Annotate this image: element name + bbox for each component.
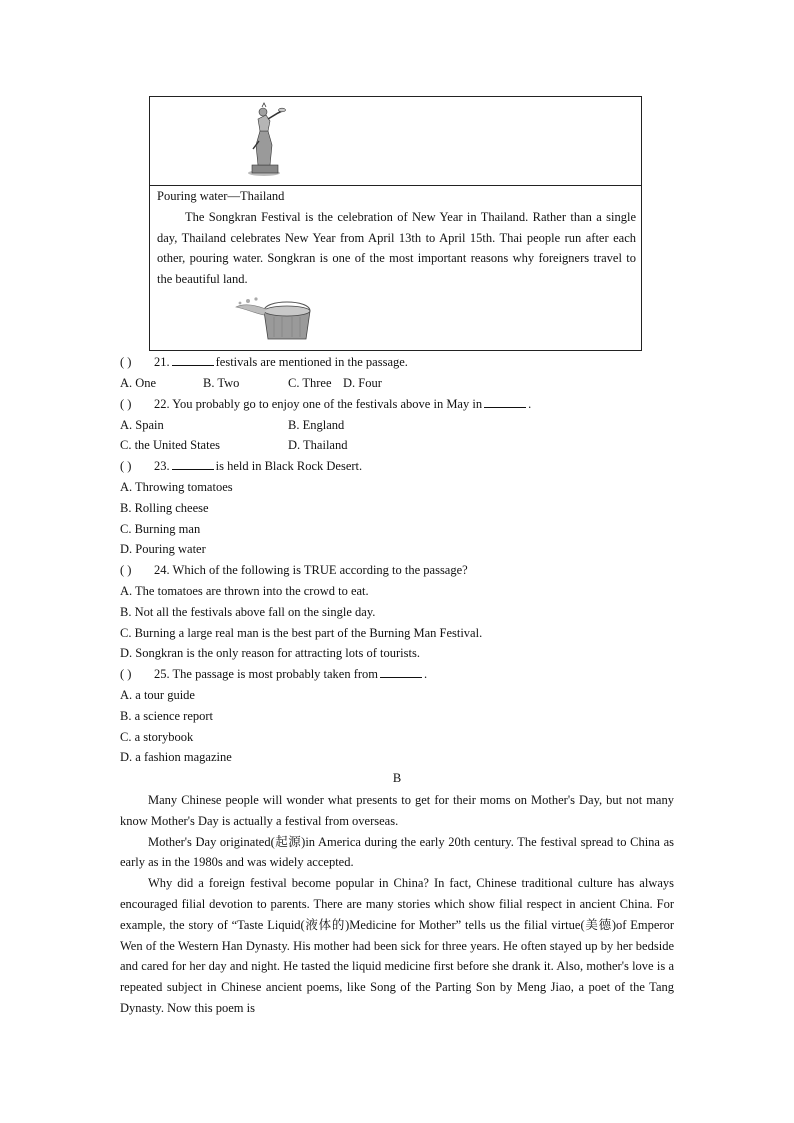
question-25: ( ) 25. The passage is most probably taken from . (120, 667, 428, 681)
answer-paren: ( ) (120, 355, 132, 369)
q21-option-d: D. Four (343, 376, 382, 390)
question-21: ( ) 21. festivals are mentioned in the passage. (120, 355, 408, 369)
q24-option-d: D. Songkran is the only reason for attracting lots of tourists. (120, 646, 420, 660)
answer-blank (484, 397, 526, 408)
q24-option-b: B. Not all the festivals above fall on the single day. (120, 605, 376, 619)
q25-option-d: D. a fashion magazine (120, 750, 232, 764)
q23-option-d: D. Pouring water (120, 542, 206, 556)
answer-blank (172, 459, 214, 470)
q25-option-b: B. a science report (120, 709, 214, 723)
passage-paragraph: Why did a foreign festival become popular in China? In fact, Chinese traditional culture has always encouraged filial devotion to parents. There are many stories which show filial respect in ancient China. For example, the story of “Taste Liquid(液体的)Medicine for Mother” tells us the filial virtue(美德)of Emperor Wen of the Western Han Dynasty. His mother had been sick for three years. He often stayed up by her bedside and cared for her day and night. He tasted the liquid medicine first before she drank it. Also, mother's love is a repeated subject in Chinese ancient poems, like Song of the Parting Son by Meng Jiao, a poet of the Tang Dynasty. Now this poem is (120, 876, 674, 1015)
answer-blank (380, 667, 422, 678)
q24-option-a: A. The tomatoes are thrown into the crowd to eat. (120, 584, 369, 598)
q21-option-b: B. Two (203, 376, 240, 390)
answer-paren: ( ) (120, 459, 132, 473)
question-24: ( ) 24. Which of the following is TRUE according to the passage? (120, 563, 468, 577)
q25-option-a: A. a tour guide (120, 688, 195, 702)
q23-option-b: B. Rolling cheese (120, 501, 209, 515)
answer-paren: ( ) (120, 397, 132, 411)
q21-option-a: A. One (120, 376, 157, 390)
answer-paren: ( ) (120, 667, 132, 681)
q21-option-c: C. Three (288, 376, 332, 390)
q22-option-b: B. England (288, 418, 345, 432)
q22-option-a: A. Spain (120, 418, 164, 432)
q23-option-c: C. Burning man (120, 522, 201, 536)
q25-option-c: C. a storybook (120, 730, 194, 744)
water-bucket-illustration (234, 297, 318, 345)
answer-blank (172, 355, 214, 366)
question-22: ( ) 22. You probably go to enjoy one of the festivals above in May in . (120, 397, 532, 411)
question-23: ( ) 23. is held in Black Rock Desert. (120, 459, 363, 473)
q22-option-c: C. the United States (120, 438, 220, 452)
q23-option-a: A. Throwing tomatoes (120, 480, 233, 494)
answer-paren: ( ) (120, 563, 132, 577)
statue-illustration (244, 101, 286, 177)
q22-option-d: D. Thailand (288, 438, 348, 452)
festival-box-thailand (149, 96, 642, 351)
passage-b (120, 790, 674, 1019)
box-title: Pouring water—Thailand (157, 189, 285, 203)
passage-paragraph: Many Chinese people will wonder what presents to get for their moms on Mother's Day, but not many know Mother's Day is actually a festival from overseas. (120, 793, 674, 828)
box-divider (150, 185, 641, 186)
q24-option-c: C. Burning a large real man is the best part of the Burning Man Festival. (120, 626, 483, 640)
section-heading-b: B (392, 771, 402, 785)
box-paragraph: The Songkran Festival is the celebration of New Year in Thailand. Rather than a single day, Thailand celebrates New Year from April 13th to April 15th. Thai people run after each other, pouring water. Songkran is one of the most important reasons why foreigners travel to the beautiful land. (157, 210, 636, 286)
passage-paragraph: Mother's Day originated(起源)in America during the early 20th century. The festival spread to China as early as in the 1980s and was widely accepted. (120, 834, 674, 870)
